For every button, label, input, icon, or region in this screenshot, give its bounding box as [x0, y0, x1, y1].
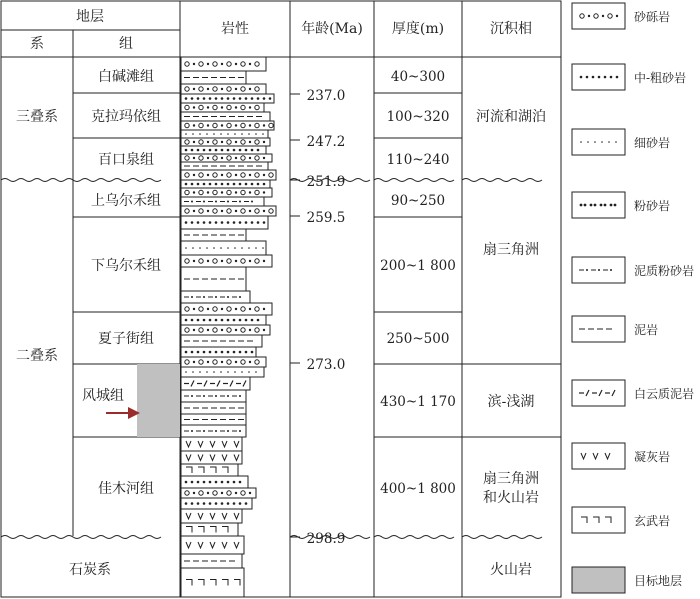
legend [572, 3, 694, 593]
header-strata: 地层 [76, 9, 104, 25]
lithology-bed-basalt [181, 523, 238, 536]
facies-fluvial-lacustrine: 河流和湖泊 [476, 109, 546, 125]
lithology-bed-conglomerate [181, 57, 266, 71]
lithology-bed-mudstone [181, 414, 246, 425]
lithology-bed-conglomerate [181, 206, 276, 216]
lithology-bed-fine-sandstone [181, 130, 268, 138]
lithology-bed-conglomerate [181, 121, 274, 130]
lithology-bed-coarse-sandstone [181, 476, 248, 488]
lithology-bed-mudstone [181, 162, 268, 170]
age-259: 259.5 [306, 210, 346, 226]
svg-text:目标地层: 目标地层 [634, 574, 683, 588]
age-axis [290, 88, 345, 547]
facies-fan-delta-volcanic-2: 和火山岩 [483, 490, 539, 506]
svg-text:细砂岩: 细砂岩 [634, 136, 671, 150]
thickness-karamay: 100~320 [386, 109, 450, 125]
lithology-bed-tuff [181, 509, 242, 523]
lithology-bed-muddy-siltstone [181, 425, 246, 437]
lithology-bed-coarse-sandstone [181, 180, 270, 188]
svg-text:粉砂岩: 粉砂岩 [634, 199, 671, 213]
lithology-bed-conglomerate [181, 84, 266, 94]
thickness-fengcheng: 430~1 170 [380, 394, 456, 410]
lithology-bed-tuff [181, 536, 244, 554]
lithology-bed-conglomerate [181, 154, 272, 162]
thickness-upper-wuerhe: 90~250 [390, 193, 446, 209]
lithology-bed-mudstone [181, 335, 262, 347]
formation-karamay: 克拉玛依组 [91, 109, 161, 125]
svg-text:玄武岩: 玄武岩 [634, 514, 671, 528]
lithology-bed-coarse-sandstone [181, 94, 274, 103]
lithology-bed-tuff [181, 437, 242, 451]
lithology-bed-conglomerate [181, 325, 270, 335]
lithology-bed-conglomerate [181, 188, 272, 197]
lithology-bed-fine-sandstone [181, 367, 264, 377]
svg-text:泥质粉砂岩: 泥质粉砂岩 [634, 264, 695, 278]
svg-text:砂砾岩: 砂砾岩 [634, 10, 671, 24]
lithology-bed-conglomerate [181, 255, 272, 267]
lithology-bed-basalt [181, 464, 238, 476]
age-247: 247.2 [306, 134, 346, 150]
thickness-jiamuhe: 400~1 800 [380, 481, 456, 497]
lithology-bed-conglomerate [181, 357, 266, 367]
unconformity-permian-carboniferous [1, 536, 542, 539]
legend-target-layer [572, 567, 682, 593]
thickness-baikouquan: 110~240 [386, 152, 450, 168]
thickness-xiazijie: 250~500 [386, 331, 450, 347]
formation-upper-wuerhe: 上乌尔禾组 [91, 193, 161, 209]
legend-mudstone [572, 316, 658, 342]
lithology-bed-conglomerate [181, 103, 264, 112]
legend-dolomitic-mudstone [572, 380, 694, 406]
lithology-column [181, 57, 276, 597]
legend-tuff [572, 443, 670, 469]
lithology-bed-coarse-sandstone [181, 347, 256, 357]
header-facies: 沉积相 [490, 21, 532, 37]
facies-fan-delta-volcanic-1: 扇三角洲 [483, 471, 539, 487]
lithology-bed-coarse-sandstone [181, 315, 266, 325]
table-frame [1, 1, 561, 597]
lithology-bed-tuff [181, 451, 242, 464]
system-triassic: 三叠系 [16, 109, 58, 125]
age-251: 251.9 [306, 174, 346, 190]
formation-baikouquan: 百口泉组 [98, 152, 154, 168]
header-thickness: 厚度(m) [391, 21, 445, 37]
lithology-bed-mudstone [181, 112, 270, 121]
age-273: 273.0 [306, 357, 346, 373]
formation-lower-wuerhe: 下乌尔禾组 [91, 258, 161, 274]
lithology-bed-conglomerate [181, 170, 276, 180]
lithology-bed-muddy-siltstone [181, 291, 250, 303]
system-permian: 二叠系 [16, 348, 58, 364]
svg-text:中-粗砂岩: 中-粗砂岩 [634, 71, 687, 85]
formation-baijiantan: 白碱滩组 [98, 69, 154, 85]
lithology-bed-dolomitic-mudstone [181, 377, 250, 390]
lithology-bed-mudstone [181, 554, 242, 568]
svg-text:凝灰岩: 凝灰岩 [634, 450, 671, 464]
formation-jiamuhe: 佳木河组 [98, 481, 154, 497]
header-age: 年龄(Ma) [301, 21, 363, 37]
thickness-baijiantan: 40~300 [390, 69, 446, 85]
legend-basalt [572, 507, 670, 533]
lithology-bed-muddy-siltstone [181, 197, 264, 206]
facies-fan-delta: 扇三角洲 [483, 242, 539, 258]
svg-text:泥岩: 泥岩 [634, 323, 659, 337]
lithology-bed-mudstone [181, 71, 246, 84]
lithology-bed-coarse-sandstone [181, 146, 266, 154]
lithology-bed-conglomerate [181, 488, 256, 498]
target-arrow [106, 407, 140, 419]
lithology-bed-basalt [181, 568, 244, 597]
lithology-bed-mudstone [181, 229, 246, 241]
age-237: 237.0 [306, 88, 346, 104]
lithology-bed-fine-sandstone [181, 241, 266, 255]
formation-fengcheng: 风城组 [82, 388, 124, 404]
age-298: 298.9 [306, 531, 346, 547]
facies-shore-shallow-lake: 滨-浅湖 [487, 394, 535, 410]
facies-volcanic: 火山岩 [490, 562, 532, 578]
legend-coarse-sandstone [572, 64, 686, 90]
header-system: 系 [30, 36, 44, 52]
legend-conglomerate [572, 3, 670, 29]
svg-text:白云质泥岩: 白云质泥岩 [634, 387, 695, 401]
lithology-bed-mudstone [181, 267, 246, 291]
thickness-lower-wuerhe: 200~1 800 [380, 258, 456, 274]
lithology-bed-conglomerate [181, 138, 270, 146]
lithology-bed-coarse-sandstone [181, 498, 252, 509]
legend-muddy-siltstone [572, 257, 694, 283]
lithology-bed-muddy-siltstone [181, 390, 246, 402]
target-layer-highlight [137, 364, 180, 437]
header-lithology: 岩性 [221, 21, 249, 37]
legend-siltstone [572, 192, 670, 218]
system-carboniferous: 石炭系 [69, 562, 111, 578]
lithology-bed-mudstone [181, 402, 246, 414]
legend-fine-sandstone [572, 129, 670, 155]
lithology-bed-conglomerate [181, 303, 272, 315]
lithology-bed-coarse-sandstone [181, 216, 268, 229]
formation-xiazijie: 夏子街组 [98, 331, 154, 347]
header-formation: 组 [119, 36, 133, 52]
